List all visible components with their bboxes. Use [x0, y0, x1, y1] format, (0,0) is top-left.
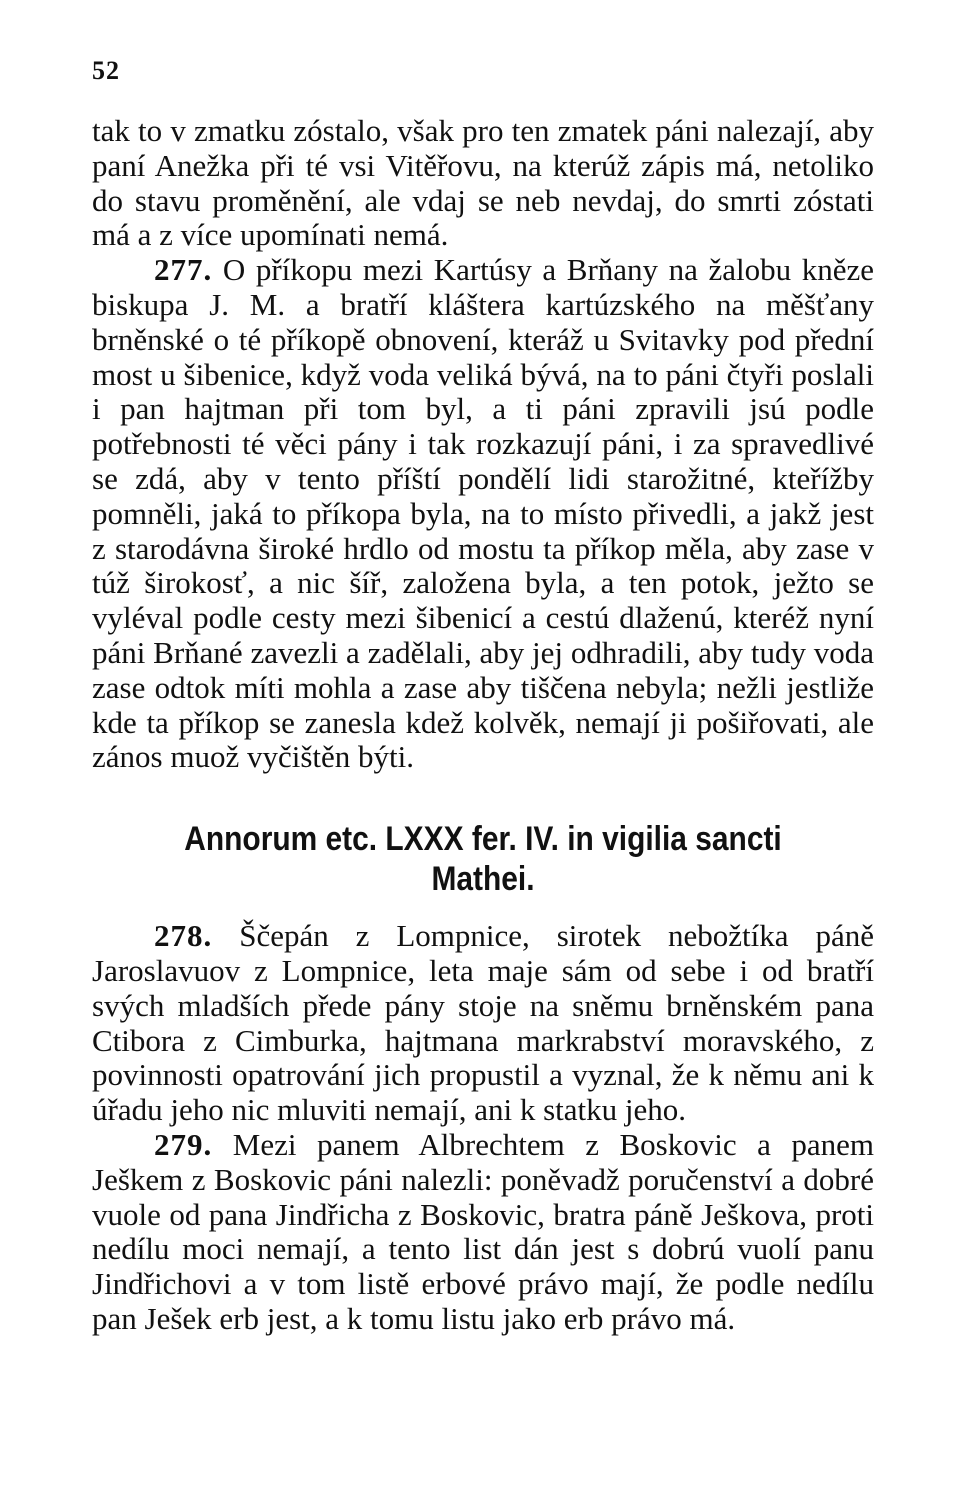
entry-number: 279.: [154, 1126, 213, 1162]
entry-number: 277.: [154, 252, 213, 288]
entry-278: [92, 919, 874, 1128]
entry-277: [92, 253, 874, 775]
entry-text: Mezi panem Albrechtem z Boskovic a panem Ješkem z Boskovic páni nalezli: poněvadž poručenství a dobré vuole od pana Jindřicha z Boskovic, bratra páně Ješkova, proti nedílu moci nemají, a tento list dán jest s dobrú vuolí panu Jindřichovi a v tom listě erbové právo mají, že podle nedílu pan Ješek erb jest, a k tomu listu jako erb právo má.: [92, 1126, 874, 1336]
entry-text: Ščepán z Lompnice, sirotek nebožtíka páně Jaroslavuov z Lompnice, leta maje sám od sebe i od bratří svých mladších přede pány stoje na sněmu brněnském pana Ctibora z Cimburka, hajtmana markrabství moravského, z povinnosti opatrování jich propustil a vyznal, že k němu ani k úřadu jeho nic mluviti nemají, ani k statku jeho.: [92, 918, 875, 1128]
entry-text: O příkopu mezi Kartúsy a Brňany na žalobu kněze biskupa J. M. a bratří kláštera kartúzského na měšťany brněnské o té příkopě obnovení, kteráž u Svitavky pod přední most u šibenice, když voda veliká bývá, na to páni čtyři poslali i pan hajtman při tom byl, a ti páni zpravili jsú podle potřebnosti té věci pány i tak rozkazují páni, i za spravedlivé se zdá, aby v tento příští pondělí lidi starožitné, kteřížby pomněli, jaká to příkopa byla, na to místo přivedli, a jakž jest z starodávna široké hrdlo od mostu ta příkop měla, aby zase v túž širokosť, a nic šíř, založena byla, a ten potok, ježto se vyléval podle cesty mezi šibenicí a cestú dlaženú, kteréž nyní páni Brňané zavezli a zadělali, aby jej odhradili, aby tudy voda zase odtok míti mohla a zase aby tiščena nebyla; nežli jestliže kde ta příkop se zanesla kdež kolvěk, nemají ji pošiřovati, ale zános muož vyčištěn býti.: [92, 252, 874, 775]
text-column: [92, 114, 874, 1337]
intro-paragraph: tak to v zmatku zóstalo, však pro ten zmatek páni nalezají, aby paní Anežka při té vsi Vitěřovu, na kterúž zápis má, netoliko do stavu proměnění, ale vdaj se neb nevdaj, do smrti zóstati má a z více upomínati nemá.: [92, 113, 874, 253]
section-heading: Annorum etc. LXXX fer. IV. in vigilia sancti Mathei.: [184, 820, 782, 899]
entry-number: 278.: [154, 918, 213, 954]
page-number: 52: [92, 56, 120, 85]
entry-279: [92, 1128, 874, 1337]
